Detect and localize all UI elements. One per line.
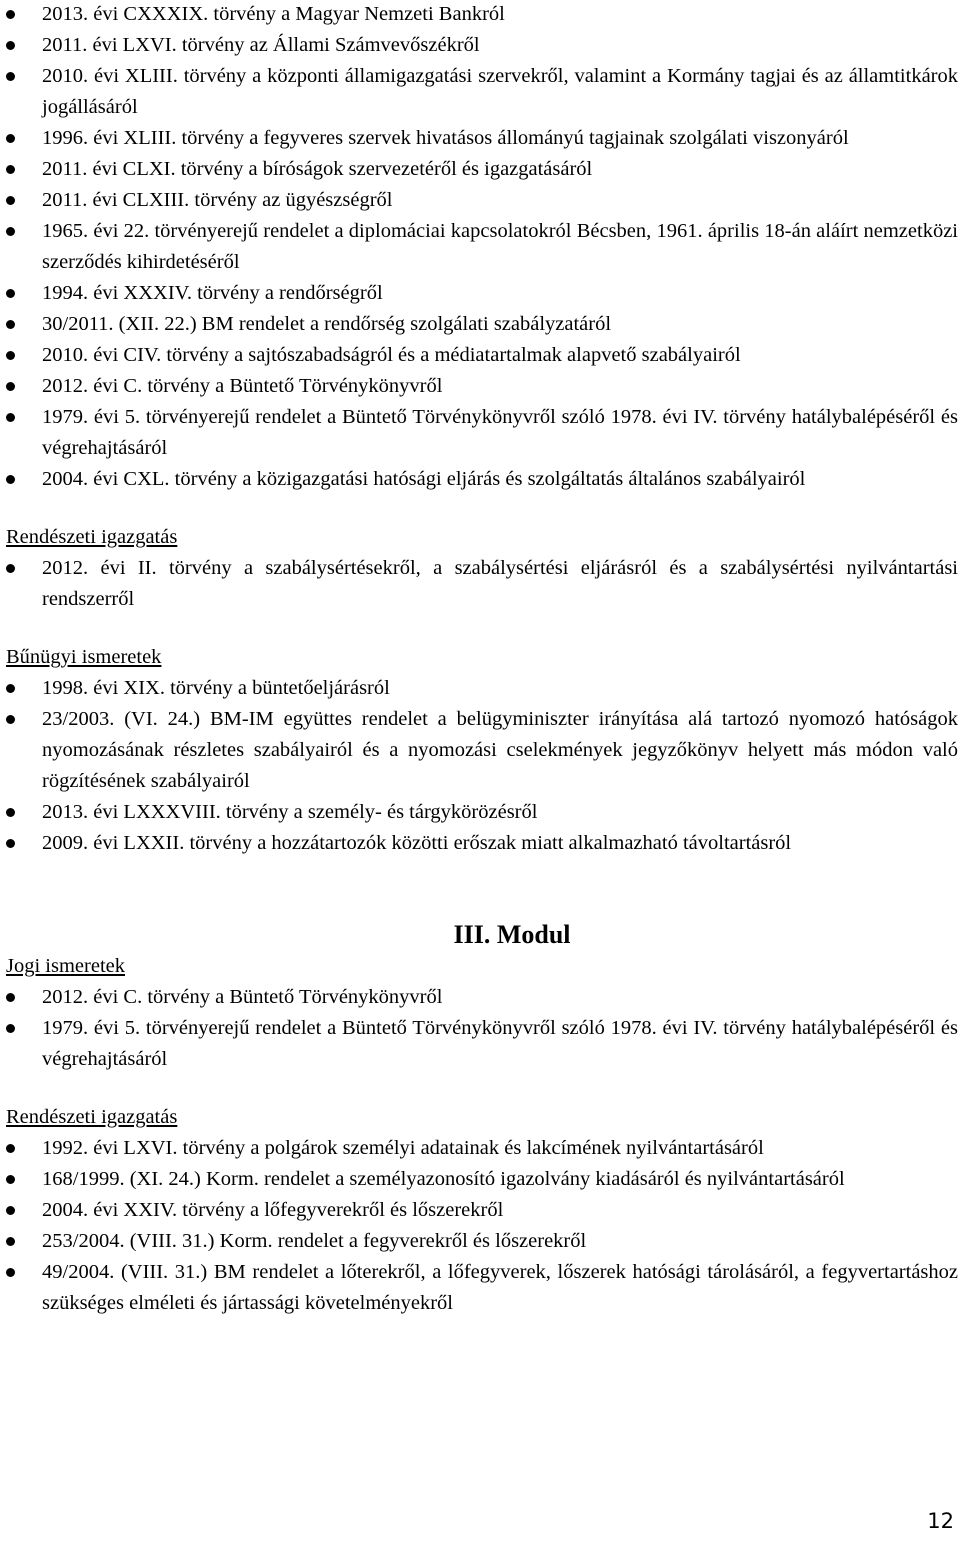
law-list-jogi xyxy=(6,982,958,1075)
list-item: 23/2003. (VI. 24.) BM-IM együttes rendelet a belügyminiszter irányítása alá tartozó nyomozó hatóságok nyomozásának részletes szabályairól és a nyomozási cselekmények jegyzőkönyv helyett más módon való rögzítésének szabályairól xyxy=(6,704,958,797)
list-item: 2010. évi CIV. törvény a sajtószabadságról és a médiatartalmak alapvető szabályairól xyxy=(6,340,958,371)
document-page xyxy=(6,0,958,1319)
list-item: 2009. évi LXXII. törvény a hozzátartozók közötti erőszak miatt alkalmazható távoltartásról xyxy=(6,828,958,859)
list-item: 2013. évi CXXXIX. törvény a Magyar Nemzeti Bankról xyxy=(6,0,958,30)
list-item: 2010. évi XLIII. törvény a központi államigazgatási szervekről, valamint a Kormány tagjai és az államtitkárok jogállásáról xyxy=(6,61,958,123)
list-item: 30/2011. (XII. 22.) BM rendelet a rendőrség szolgálati szabályzatáról xyxy=(6,309,958,340)
list-item: 1992. évi LXVI. törvény a polgárok személyi adatainak és lakcímének nyilvántartásáról xyxy=(6,1133,958,1164)
list-item: 168/1999. (XI. 24.) Korm. rendelet a személyazonosító igazolvány kiadásáról és nyilvántartásáról xyxy=(6,1164,958,1195)
list-item: 2012. évi C. törvény a Büntető Törvénykönyvről xyxy=(6,371,958,402)
list-item: 2011. évi CLXI. törvény a bíróságok szervezetéről és igazgatásáról xyxy=(6,154,958,185)
list-item: 253/2004. (VIII. 31.) Korm. rendelet a fegyverekről és lőszerekről xyxy=(6,1226,958,1257)
list-item: 49/2004. (VIII. 31.) BM rendelet a lőterekről, a lőfegyverek, lőszerek hatósági tárolásáról, a fegyvertartáshoz szükséges elméleti és jártassági követelményekről xyxy=(6,1257,958,1319)
list-item: 1979. évi 5. törvényerejű rendelet a Büntető Törvénykönyvről szóló 1978. évi IV. törvény hatálybalépéséről és végrehajtásáról xyxy=(6,402,958,464)
list-item: 1965. évi 22. törvényerejű rendelet a diplomáciai kapcsolatokról Bécsben, 1961. április 18-án aláírt nemzetközi szerződés kihirdetéséről xyxy=(6,216,958,278)
list-item: 2011. évi LXVI. törvény az Állami Számvevőszékről xyxy=(6,30,958,61)
list-item: 2012. évi C. törvény a Büntető Törvénykönyvről xyxy=(6,982,958,1013)
list-item: 2004. évi XXIV. törvény a lőfegyverekről és lőszerekről xyxy=(6,1195,958,1226)
page-number: 12 xyxy=(927,1509,954,1533)
list-item: 1998. évi XIX. törvény a büntetőeljárásról xyxy=(6,673,958,704)
law-list-rendeszeti-2 xyxy=(6,1133,958,1319)
section-heading-jogi-ismeretek: Jogi ismeretek xyxy=(6,955,125,977)
section-heading-bunugyi-ismeretek: Bűnügyi ismeretek xyxy=(6,646,162,668)
list-item: 2012. évi II. törvény a szabálysértésekről, a szabálysértési eljárásról és a szabálysértési nyilvántartási rendszerről xyxy=(6,553,958,615)
list-item: 2013. évi LXXXVIII. törvény a személy- és tárgykörözésről xyxy=(6,797,958,828)
list-item: 2004. évi CXL. törvény a közigazgatási hatósági eljárás és szolgáltatás általános szabályairól xyxy=(6,464,958,495)
law-list-top xyxy=(6,0,958,495)
section-heading-rendeszeti-igazgatas: Rendészeti igazgatás xyxy=(6,526,178,548)
section-heading-rendeszeti-igazgatas-2: Rendészeti igazgatás xyxy=(6,1106,178,1128)
law-list-rendeszeti-1 xyxy=(6,553,958,615)
module-title: III. Modul xyxy=(453,920,571,949)
list-item: 1994. évi XXXIV. törvény a rendőrségről xyxy=(6,278,958,309)
law-list-bunugyi xyxy=(6,673,958,859)
list-item: 1979. évi 5. törvényerejű rendelet a Büntető Törvénykönyvről szóló 1978. évi IV. törvény hatálybalépéséről és végrehajtásáról xyxy=(6,1013,958,1075)
list-item: 2011. évi CLXIII. törvény az ügyészségről xyxy=(6,185,958,216)
list-item: 1996. évi XLIII. törvény a fegyveres szervek hivatásos állományú tagjainak szolgálati viszonyáról xyxy=(6,123,958,154)
